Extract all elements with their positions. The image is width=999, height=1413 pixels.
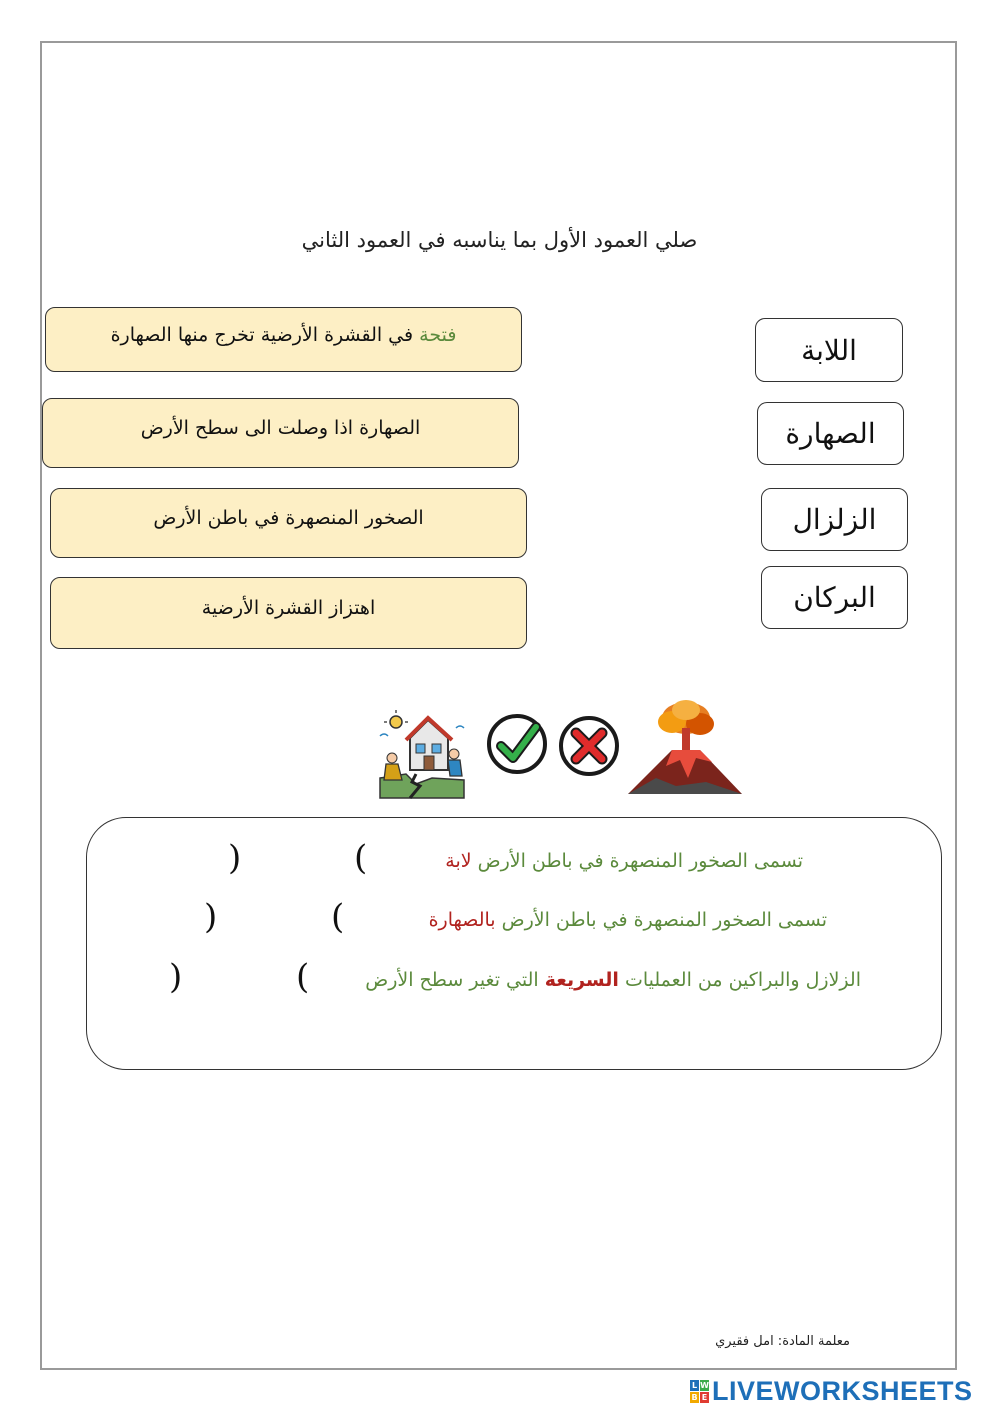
volcano-image — [626, 698, 744, 798]
definition-text: اهتزاز القشرة الأرضية — [201, 597, 376, 619]
definition-box-3[interactable] — [50, 488, 527, 558]
definition-text: في القشرة الأرضية تخرج منها الصهارة — [110, 323, 420, 346]
answer-close-paren: ) — [204, 897, 218, 937]
term-box-1[interactable]: اللابة — [755, 318, 903, 382]
term-box-3[interactable]: الزلزال — [761, 488, 908, 551]
statement-3: الزلازل والبراكين من العمليات السريعة التي تغير سطح الأرض — [365, 969, 861, 991]
definition-highlight: فتحة — [419, 323, 457, 346]
teacher-name: معلمة المادة: امل فقيري — [715, 1334, 850, 1349]
definition-box-1[interactable] — [45, 307, 522, 372]
cross-icon[interactable] — [558, 715, 620, 777]
answer-close-paren: ) — [228, 838, 242, 878]
term-box-2[interactable]: الصهارة — [757, 402, 904, 465]
answer-open-paren: ( — [354, 838, 368, 878]
earthquake-image — [376, 708, 468, 800]
definition-box-4[interactable] — [50, 577, 527, 649]
answer-open-paren: ( — [331, 897, 345, 937]
answer-close-paren: ) — [169, 957, 183, 997]
statement-1: تسمى الصخور المنصهرة في باطن الأرض لابة — [445, 850, 803, 872]
term-box-4[interactable]: البركان — [761, 566, 908, 629]
logo-text: LIVEWORKSHEETS — [712, 1376, 973, 1406]
check-icon[interactable] — [486, 713, 548, 775]
definition-box-2[interactable] — [42, 398, 519, 468]
liveworksheets-logo[interactable] — [690, 1376, 973, 1407]
answer-open-paren: ( — [296, 957, 310, 997]
definition-text: الصهارة اذا وصلت الى سطح الأرض — [140, 417, 421, 439]
definition-text: الصخور المنصهرة في باطن الأرض — [153, 507, 424, 529]
statement-2: تسمى الصخور المنصهرة في باطن الأرض بالصهارة — [428, 909, 827, 931]
logo-icon: L W B E — [691, 1381, 709, 1402]
instruction-heading: صلي العمود الأول بما يناسبه في العمود الثاني — [301, 228, 698, 252]
